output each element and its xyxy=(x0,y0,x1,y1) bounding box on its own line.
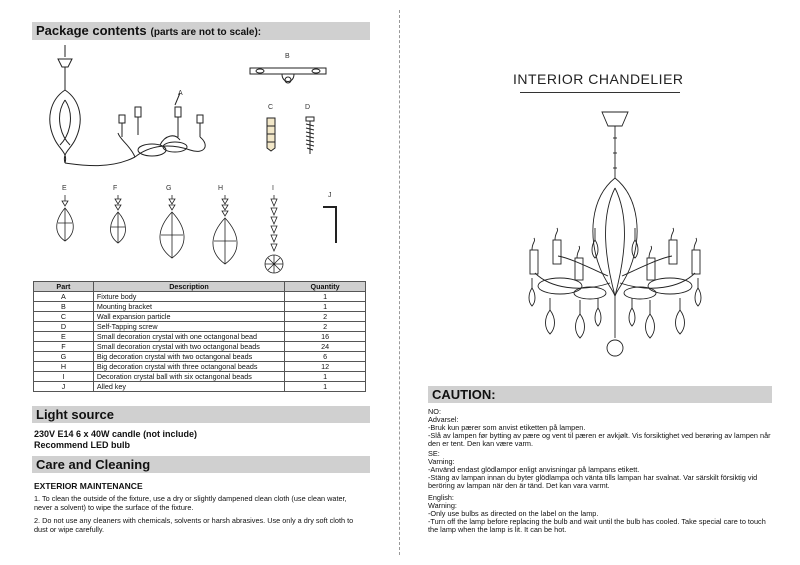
cell-description: Mounting bracket xyxy=(93,302,284,312)
parts-table-header xyxy=(34,282,366,292)
cell-part: G xyxy=(34,352,94,362)
cell-quantity: 12 xyxy=(285,362,366,372)
caution-line: -Only use bulbs as directed on the label on the lamp. xyxy=(428,509,599,518)
caution-line: -Slå av lampen før bytting av pære og vent til pæren er avkjølt. Vis forsiktighet ved berøring av lampen når xyxy=(428,431,771,440)
part-label-d: D xyxy=(305,104,311,111)
package-subtitle: (parts are not to scale): xyxy=(150,27,262,38)
table-row xyxy=(34,372,366,382)
screw-illustration xyxy=(303,116,317,156)
cell-quantity: 1 xyxy=(285,302,366,312)
table-row xyxy=(34,322,366,332)
crystal-ball-i-illustration xyxy=(263,195,285,277)
mounting-bracket-illustration xyxy=(248,62,328,92)
allen-key-illustration xyxy=(320,205,344,245)
cell-quantity: 2 xyxy=(285,312,366,322)
cell-part: J xyxy=(34,382,94,392)
table-row xyxy=(34,362,366,372)
cell-quantity: 1 xyxy=(285,382,366,392)
part-label-a: A xyxy=(178,90,183,97)
caution-line: NO: xyxy=(428,407,441,416)
crystal-e-illustration xyxy=(50,195,80,245)
package-contents-header xyxy=(32,22,370,40)
part-label-b: B xyxy=(285,53,290,60)
caution-line: Advarsel: xyxy=(428,415,459,424)
right-page xyxy=(400,0,800,565)
caution-header xyxy=(428,386,772,403)
cell-description: Fixture body xyxy=(93,292,284,302)
table-row xyxy=(34,342,366,352)
care-item-line: 1. To clean the outside of the fixture, use a dry or slightly dampened clean cloth (use clean water, xyxy=(34,494,347,503)
cell-description: Decoration crystal ball with six octangonal beads xyxy=(93,372,284,382)
parts-table xyxy=(33,281,366,392)
caution-line: -Stäng av lampan innan du byter glödlampa och vänta tills lampan har svalnat. Var särskilt försiktig vid xyxy=(428,473,758,482)
table-row xyxy=(34,382,366,392)
cell-quantity: 1 xyxy=(285,292,366,302)
table-row xyxy=(34,302,366,312)
care-item-line: 2. Do not use any cleaners with chemicals, solvents or harsh abrasives. Use only a dry soft cloth to xyxy=(34,516,354,525)
cell-part: H xyxy=(34,362,94,372)
cell-description: Big decoration crystal with two octangonal beads xyxy=(93,352,284,362)
caution-line: -Använd endast glödlampor enligt anvisningar på lampans etikett. xyxy=(428,465,640,474)
cell-description: Small decoration crystal with two octangonal beads xyxy=(93,342,284,352)
caution-line: English: xyxy=(428,493,454,502)
col-header-description: Description xyxy=(93,282,284,292)
chandelier-illustration xyxy=(520,108,710,376)
light-source-line-2: Recommend LED bulb xyxy=(34,440,131,450)
cell-quantity: 2 xyxy=(285,322,366,332)
col-header-quantity: Quantity xyxy=(285,282,366,292)
care-item-line: dust or wipe carefully. xyxy=(34,525,105,534)
light-source-title: Light source xyxy=(36,407,115,422)
table-row xyxy=(34,352,366,362)
care-cleaning-title: Care and Cleaning xyxy=(36,457,151,472)
crystal-f-illustration xyxy=(103,195,133,247)
cell-part: C xyxy=(34,312,94,322)
cell-quantity: 6 xyxy=(285,352,366,362)
title-underline xyxy=(520,92,680,93)
table-row xyxy=(34,312,366,322)
care-cleaning-header xyxy=(32,456,370,473)
crystal-g-illustration xyxy=(150,195,194,261)
cell-part: A xyxy=(34,292,94,302)
table-row xyxy=(34,332,366,342)
part-label-g: G xyxy=(166,185,172,192)
caution-line: den er tent. Den kan være varm. xyxy=(428,439,534,448)
caution-line: -Bruk kun pærer som anvist etiketten på lampen. xyxy=(428,423,586,432)
part-label-e: E xyxy=(62,185,67,192)
cell-description: Alled key xyxy=(93,382,284,392)
part-label-j: J xyxy=(328,192,332,199)
part-label-h: H xyxy=(218,185,224,192)
cell-part: B xyxy=(34,302,94,312)
caution-line: SE: xyxy=(428,449,440,458)
product-title: INTERIOR CHANDELIER xyxy=(513,71,684,87)
crystal-h-illustration xyxy=(203,195,247,267)
cell-description: Small decoration crystal with one octangonal bead xyxy=(93,332,284,342)
col-header-part: Part xyxy=(34,282,94,292)
caution-line: beröring av lampan när den är tänd. Det kan vara varmt. xyxy=(428,481,610,490)
care-item-line: never a solvent) to wipe the surface of the fixture. xyxy=(34,503,194,512)
cell-description: Wall expansion particle xyxy=(93,312,284,322)
cell-description: Big decoration crystal with three octangonal beads xyxy=(93,362,284,372)
cell-quantity: 1 xyxy=(285,372,366,382)
cell-quantity: 16 xyxy=(285,332,366,342)
cell-description: Self-Tapping screw xyxy=(93,322,284,332)
cell-part: F xyxy=(34,342,94,352)
caution-line: the lamp when the lamp is lit. It can be hot. xyxy=(428,525,567,534)
light-source-line-1: 230V E14 6 x 40W candle (not include) xyxy=(34,429,198,439)
part-label-i: I xyxy=(272,185,274,192)
cell-part: I xyxy=(34,372,94,382)
part-label-c: C xyxy=(268,104,274,111)
caution-line: -Turn off the lamp before replacing the bulb and wait until the bulb has cooled. Take special care to touch xyxy=(428,517,766,526)
wall-anchor-illustration xyxy=(263,116,279,152)
table-row xyxy=(34,292,366,302)
part-label-f: F xyxy=(113,185,118,192)
cell-part: D xyxy=(34,322,94,332)
fixture-body-illustration xyxy=(40,45,215,185)
caution-line: Warning: xyxy=(428,501,457,510)
caution-line: Varning: xyxy=(428,457,455,466)
light-source-header xyxy=(32,406,370,423)
caution-title: CAUTION: xyxy=(432,387,496,402)
cell-part: E xyxy=(34,332,94,342)
package-title: Package contents xyxy=(36,23,147,38)
exterior-maintenance-title: EXTERIOR MAINTENANCE xyxy=(34,481,143,491)
cell-quantity: 24 xyxy=(285,342,366,352)
